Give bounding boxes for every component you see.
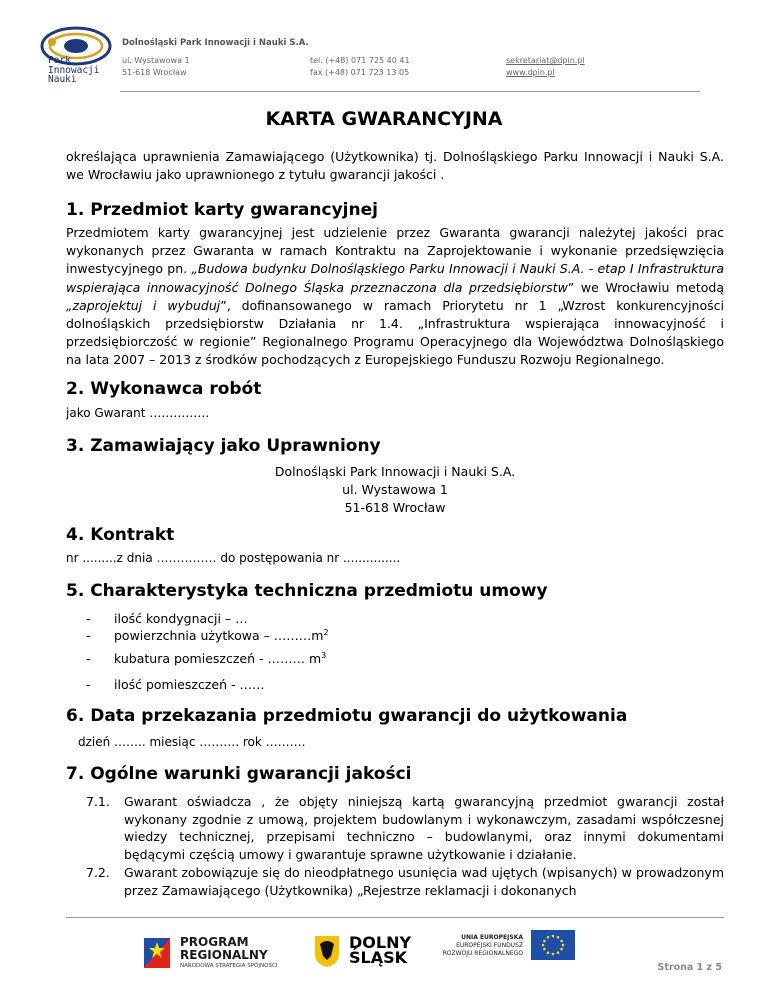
header-contacts [506,55,585,79]
eu-logo: UNIA EUROPEJSKA EUROPEJSKI FUNDUSZ ROZWOJU REGIONALNEGO [437,930,587,970]
email-link[interactable]: sekretariat@dpin.pl [506,56,585,65]
section-2-heading: 2. Wykonawca robót [66,379,262,399]
section-1-paragraph: Przedmiotem karty gwarancyjnej jest udzielenie przez Gwaranta gwarancji należytej jakości prac wykonanych przez Gwaranta w ramach Kontraktu na Zaprojektowanie i wykonanie przedsięwzięcia inwestycyjnego pn. „Budowa budynku Dolnośląskiego Parku Innowacji i Nauki S.A. - etap I Infrastruktura wspierająca innowacyjność Dolnego Śląska przeznaczona dla przedsiębiorstw” we Wrocławiu metodą „zaprojektuj i wybuduj”, dofinansowanego w ramach Priorytetu nr 1 „Wzrost konkurencyjności dolnośląskich przedsiębiorstw Działania nr 1.4. „Infrastruktura wspierająca innowacyjność i przedsiębiorczość w regionie” Regionalnego Programu Operacyjnego dla Województwa Dolnośląskiego na lata 2007 – 2013 z środków pochodzących z Europejskiego Funduszu Rozwoju Regionalnego. [66,225,724,368]
document-page: Park Innowacji Nauki Dolnośląski Park Innowacji i Nauki S.A. ul. Wystawowa 1 51-618 Wrocław tel. (+48) 071 725 40 41 fax (+48) 071 723 13 05 sekretariat@dpin.pl www.dpin.pl KARTA GWARANCYJNA określająca uprawnienia Zamawiającego (Użytkownika) tj. Dolnośląskiego Parku Innowacji i Nauki S.A. we Wrocławiu jako uprawnionego z tytułu gwarancji jakości . 1. Przedmiot karty gwarancyjnej Przedmiotem karty gwarancyjnej jest udzielenie przez Gwaranta gwarancji należytej jakości prac wykonanych przez Gwaranta w ramach Kontraktu na Zaprojektowanie i wykonanie przedsięwzięcia inwestycyjnego pn. „Budowa budynku Dolnośląskiego Parku Innowacji i Nauki S.A. - etap I Infrastruktura wspierająca innowacyjność Dolnego Śląska przeznaczona dla przedsiębiorstw” we Wrocławiu metodą „zaprojektuj i wybuduj”, dofinansowanego w ramach Priorytetu nr 1 „Wzrost konkurencyjności dolnośląskich przedsiębiorstw Działania nr 1.4. „Infrastruktura wspierająca innowacyjność i przedsiębiorczość w regionie” Regionalnego Programu Operacyjnego dla Województwa Dolnośląskiego na lata 2007 – 2013 z środków pochodzących z Europejskiego Funduszu Rozwoju Regionalnego. 2. Wykonawca robót jako Gwarant …………… 3. Zamawiający jako Uprawniony Dolnośląski Park Innowacji i Nauki S.A. ul. Wystawowa 1 51-618 Wrocław 4. Kontrakt nr .........z dnia …………… do postępowania nr ............... 5. Charakterystyka techniczna przedmiotu umowy - ilość kondygnacji – … - powierzchnia użytkowa – $\dots\dots\dots m^2$ - kubatura pomieszczeń - ……… $m^3$ - ilość pomieszczeń - …… 6. Data przekazania przedmiotu gwarancji do użytkowania dzień …….. miesiąc ………. rok ………. 7. Ogólne warunki gwarancji jakości 7.1. Gwarant oświadcza , że objęty niniejszą kartą gwarancyjną przedmiot gwarancji został wykonany zgodnie z umową, projektem budowlanym i wykonawczym, zasadami współczesnej wiedzy technicznej, przepisami techniczno – budowlanymi, oraz innymi dokumentami będącymi częścią umowy i gwarantuje sprawne użytkowanie i działanie. 7.2. Gwarant zobowiązuje się do nieodpłatnego usunięcia wad ujętych (wpisanych) w prowadzonym przez Zamawiającego (Użytkownika) „Rejestrze reklamacji i dokonanych PROGRAM REGIONALNY NARODOWA STRATEGIA SPÓJNOŚCI DOLNY ŚLĄSK UNIA EUROPEJSKA EUROPEJSKI FUNDUSZ ROZWOJU REGIONALNEGO Strona 1 z 5 [0,0,768,994]
page-number: Strona 1 z 5 [657,962,722,973]
program-regionalny-icon [140,932,174,972]
program-regionalny-logo: PROGRAM REGIONALNY NARODOWA STRATEGIA SPÓJNOŚCI [140,930,300,980]
section-4-text: nr .........z dnia …………… do postępowania nr ............... [66,551,401,565]
footer-divider [66,917,724,918]
logo-text: Park Innowacji Nauki [48,55,100,85]
section-4-heading: 4. Kontrakt [66,525,175,545]
list-item: - powierzchnia użytkowa – $\dots\dots\dots m^2$ [86,628,329,644]
section-3-heading: 3. Zamawiający jako Uprawniony [66,436,381,456]
dolny-slask-logo: DOLNY ŚLĄSK [313,930,423,980]
intro-paragraph: określająca uprawnienia Zamawiającego (Użytkownika) tj. Dolnośląskiego Parku Innowacji i Nauki S.A. we Wrocławiu jako uprawnionego z tytułu gwarancji jakości . [66,149,724,182]
website-link[interactable]: www.dpin.pl [506,68,555,77]
header-address: ul. Wystawowa 1 51-618 Wrocław [122,56,190,77]
header-divider [120,91,700,92]
org-name: Dolnośląski Park Innowacji i Nauki S.A. [122,38,309,48]
list-item: - ilość kondygnacji – … [86,611,248,626]
section-6-heading: 6. Data przekazania przedmiotu gwarancji do użytkowania [66,706,628,726]
eagle-crest-icon [313,934,341,968]
document-title: KARTA GWARANCYJNA [265,108,503,130]
section-6-text: dzień …….. miesiąc ………. rok ………. [78,735,306,749]
section-1-heading: 1. Przedmiot karty gwarancyjnej [66,200,378,220]
header-phones: tel. (+48) 071 725 40 41 fax (+48) 071 723 13 05 [310,56,410,77]
letterhead [0,0,768,95]
section-2-text: jako Gwarant …………… [66,406,210,420]
list-item: - ilość pomieszczeń - …… [86,677,265,692]
section-7-heading: 7. Ogólne warunki gwarancji jakości [66,764,412,784]
section-5-heading: 5. Charakterystyka techniczna przedmiotu umowy [66,581,548,601]
eu-flag-icon [531,930,575,960]
list-item: - kubatura pomieszczeń - ……… $m^3$ [86,651,327,667]
section-3-address: Dolnośląski Park Innowacji i Nauki S.A. ul. Wystawowa 1 51-618 Wrocław [274,464,516,515]
